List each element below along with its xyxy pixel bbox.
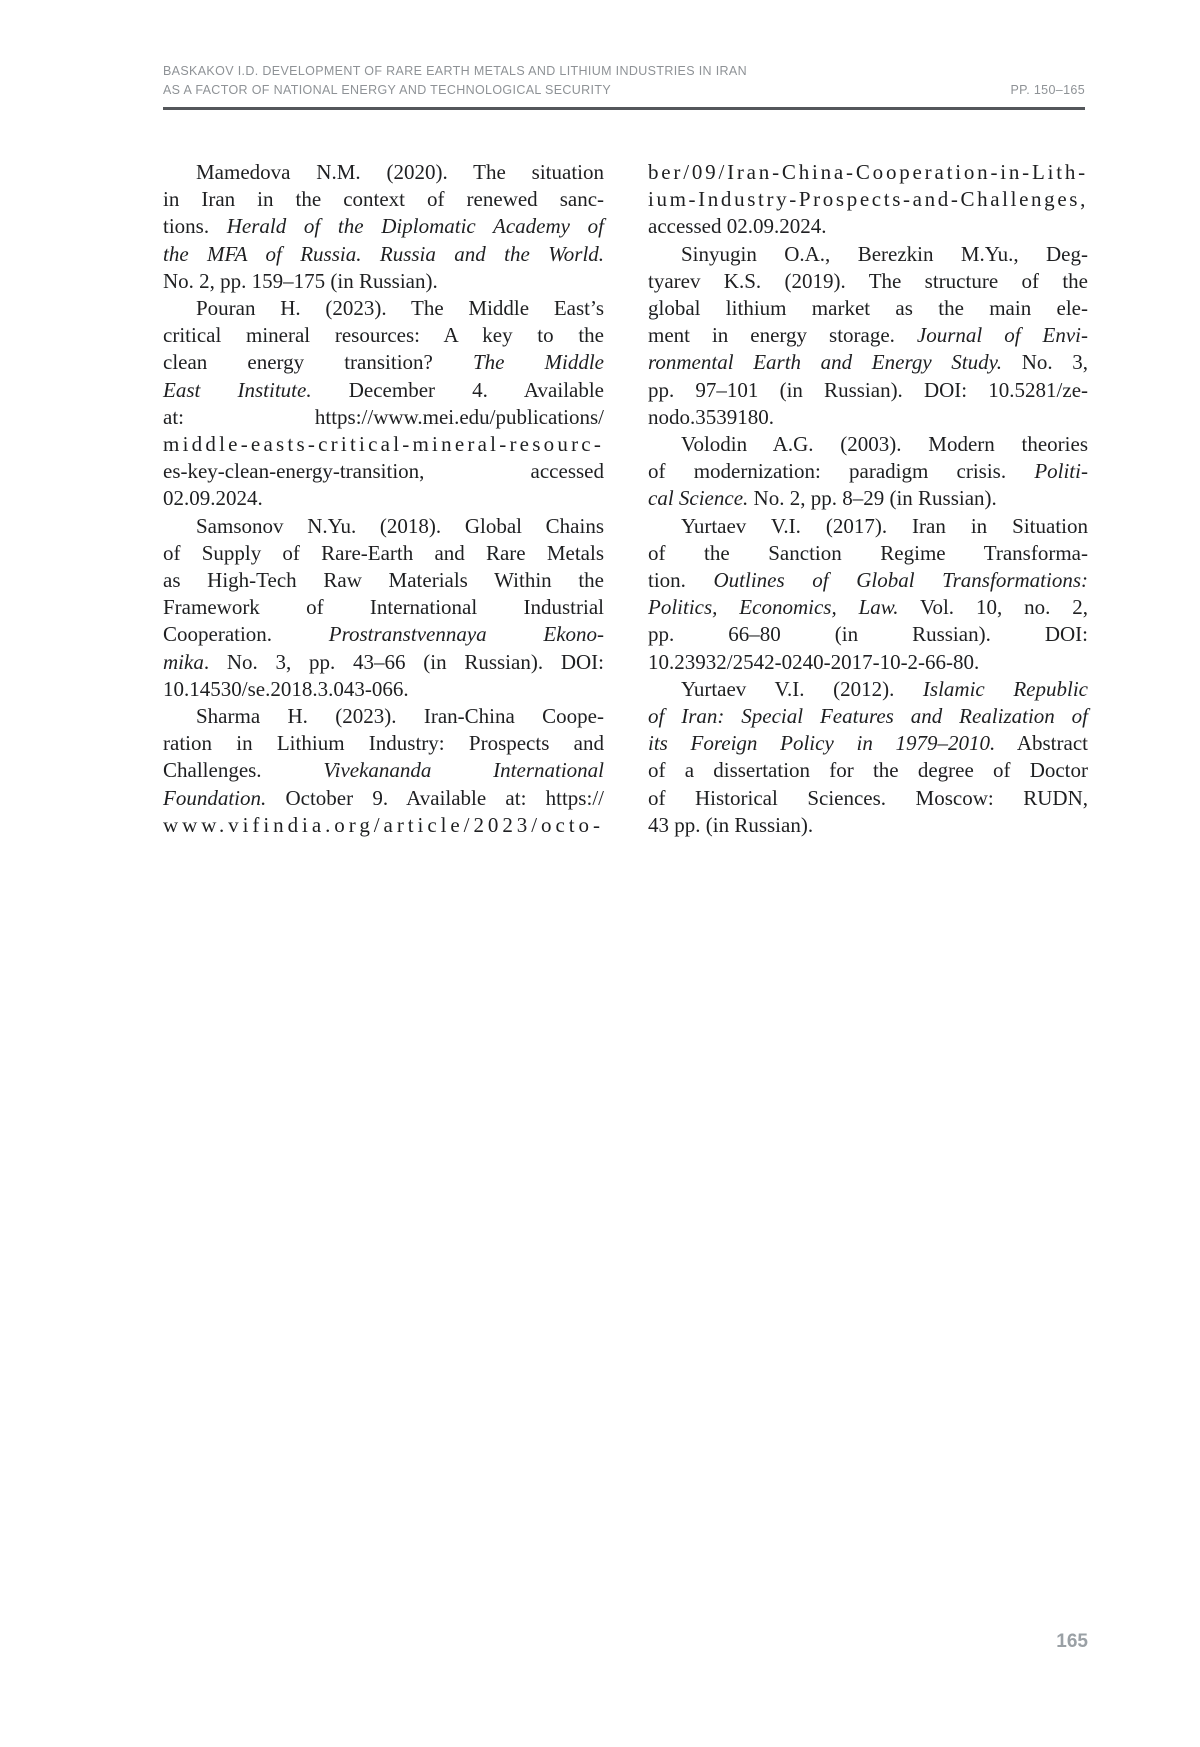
reference-text: No. 2, pp. 8–29 (in Russian).: [748, 486, 997, 511]
reference-line: [163, 431, 604, 458]
reference-text: pp. 97–101 (in Russian). DOI: 10.5281/ze-: [648, 377, 1089, 402]
references-column-right: [648, 159, 1088, 839]
reference-line: [648, 730, 1088, 757]
reference-text: accessed 02.09.2024.: [648, 214, 827, 239]
references-column-left: [163, 159, 604, 839]
reference-line: [648, 513, 1088, 540]
reference-text-italic: Foundation.: [163, 785, 267, 810]
reference-text: No. 2, pp. 159–175 (in Russian).: [163, 268, 438, 293]
reference-text: clean energy transition?: [163, 350, 473, 375]
reference-line: [163, 186, 604, 213]
reference-text: ration in Lithium Industry: Prospects and: [163, 731, 604, 756]
reference-line: [648, 621, 1088, 648]
reference-line: [163, 757, 604, 784]
reference-text: tyarev K.S. (2019). The structure of the: [648, 268, 1088, 293]
reference-text: October 9. Available at: https://: [266, 785, 604, 810]
reference-line: [163, 621, 604, 648]
reference-line: [163, 485, 604, 512]
reference-text: Yurtaev V.I. (2012).: [681, 676, 923, 701]
reference-line: [648, 213, 1088, 240]
reference-text-italic: its Foreign Policy in 1979–2010.: [648, 731, 996, 756]
reference-text: Cooperation.: [163, 622, 329, 647]
reference-text-italic: Vivekananda International: [323, 758, 605, 783]
reference-text: Mamedova N.M. (2020). The situation: [196, 160, 605, 184]
reference-text: 02.09.2024.: [163, 486, 263, 511]
reference-text-italic: cal Science.: [648, 486, 749, 511]
reference-text: as High-Tech Raw Materials Within the: [163, 568, 604, 593]
reference-text: critical mineral resources: A key to the: [163, 323, 604, 348]
reference-line: [163, 513, 604, 540]
reference-text-italic: The Middle: [472, 350, 605, 375]
reference-text: of the Sanction Regime Transforma-: [648, 540, 1088, 565]
reference-text: Abstract: [995, 731, 1088, 756]
reference-text-italic: ronmental Earth and Energy Study.: [648, 350, 1003, 375]
reference-text-italic: Islamic Republic: [922, 676, 1088, 701]
reference-text-italic: East Institute.: [163, 377, 312, 402]
reference-text-italic: Politics, Economics, Law.: [648, 595, 899, 620]
reference-line: [163, 159, 604, 186]
reference-text-italic: Journal of Envi-: [916, 323, 1089, 348]
reference-text: nodo.3539180.: [648, 404, 774, 429]
reference-line: [163, 676, 604, 703]
reference-line: [163, 785, 604, 812]
reference-line: [163, 349, 604, 376]
page-number: 165: [1056, 1631, 1088, 1652]
reference-text: Challenges.: [163, 758, 324, 783]
reference-line: [648, 785, 1088, 812]
reference-line: [163, 540, 604, 567]
reference-line: [648, 812, 1088, 839]
reference-line: [648, 377, 1088, 404]
reference-line: [648, 322, 1088, 349]
running-header: [163, 62, 1085, 100]
reference-line: [163, 322, 604, 349]
reference-line: [163, 241, 604, 268]
reference-line: [648, 703, 1088, 730]
reference-line: [648, 757, 1088, 784]
reference-text: of a dissertation for the degree of Doctor: [648, 758, 1089, 783]
reference-line: [163, 377, 604, 404]
reference-line: [648, 649, 1088, 676]
reference-text: Samsonov N.Yu. (2018). Global Chains: [196, 513, 604, 538]
reference-text: tions.: [163, 214, 227, 239]
header-rule: [163, 107, 1085, 110]
reference-text: of Historical Sciences. Moscow: RUDN,: [648, 785, 1088, 810]
reference-text: Framework of International Industrial: [163, 595, 604, 620]
running-header-line1: BASKAKOV I.D. DEVELOPMENT OF RARE EARTH METALS AND LITHIUM INDUSTRIES IN IRAN: [163, 64, 747, 78]
reference-text: at: https://www.mei.edu/publications/: [163, 404, 604, 429]
reference-line: [648, 349, 1088, 376]
reference-text: pp. 66–80 (in Russian). DOI:: [648, 622, 1088, 647]
reference-line: [648, 676, 1088, 703]
reference-line: [648, 241, 1088, 268]
reference-text: Sinyugin O.A., Berezkin M.Yu., Deg-: [681, 241, 1088, 266]
reference-line: [163, 404, 604, 431]
reference-text-italic: the MFA of Russia. Russia and the World.: [163, 241, 605, 266]
reference-text: Pouran H. (2023). The Middle East’s: [196, 296, 604, 321]
reference-text: Sharma H. (2023). Iran-China Coope-: [196, 704, 604, 729]
reference-text-italic: of Iran: Special Features and Realization of: [648, 704, 1089, 729]
reference-text: ber/09/Iran-China-Cooperation-in-Lith-: [648, 160, 1088, 184]
header-page-range: PP. 150–165: [1010, 83, 1085, 97]
reference-line: [163, 730, 604, 757]
reference-line: [163, 812, 604, 839]
reference-line: [163, 703, 604, 730]
reference-text: 10.14530/se.2018.3.043-066.: [163, 676, 409, 701]
reference-line: [648, 159, 1088, 186]
reference-line: [163, 213, 604, 240]
reference-text-italic: mika: [163, 649, 204, 674]
reference-text: in Iran in the context of renewed sanc-: [163, 187, 605, 212]
reference-line: [648, 594, 1088, 621]
reference-text-italic: Herald of the Diplomatic Academy of: [226, 214, 604, 239]
reference-line: [648, 540, 1088, 567]
reference-text: es-key-clean-energy-transition, accessed: [163, 459, 604, 484]
reference-text: of modernization: paradigm crisis.: [648, 459, 1035, 484]
reference-text: No. 3,: [1002, 350, 1089, 375]
reference-text: 43 pp. (in Russian).: [648, 812, 814, 837]
reference-text-italic: Prostranstvennaya Ekono-: [328, 622, 605, 647]
running-header-line2: AS A FACTOR OF NATIONAL ENERGY AND TECHNOLOGICAL SECURITY: [163, 83, 612, 97]
reference-text: . No. 3, pp. 43–66 (in Russian). DOI:: [203, 649, 604, 674]
reference-line: [163, 458, 604, 485]
reference-text-italic: Outlines of Global Transformations:: [713, 568, 1088, 593]
reference-line: [648, 295, 1088, 322]
reference-text: tion.: [648, 568, 714, 593]
reference-text: Volodin A.G. (2003). Modern theories: [681, 432, 1088, 457]
reference-line: [648, 458, 1088, 485]
reference-text: 10.23932/2542-0240-2017-10-2-66-80.: [648, 649, 980, 674]
reference-line: [648, 268, 1088, 295]
reference-line: [648, 485, 1088, 512]
reference-line: [163, 649, 604, 676]
reference-line: [648, 404, 1088, 431]
reference-line: [163, 295, 604, 322]
reference-text: www.vifindia.org/article/2023/octo-: [163, 812, 604, 837]
reference-text: Yurtaev V.I. (2017). Iran in Situation: [681, 513, 1088, 538]
reference-line: [648, 567, 1088, 594]
reference-text: ment in energy storage.: [648, 323, 917, 348]
reference-line: [163, 268, 604, 295]
reference-text: global lithium market as the main ele-: [648, 296, 1088, 321]
reference-text: Vol. 10, no. 2,: [898, 595, 1088, 620]
reference-text: middle-easts-critical-mineral-resourc-: [163, 432, 605, 457]
reference-line: [648, 431, 1088, 458]
reference-text: of Supply of Rare-Earth and Rare Metals: [163, 540, 604, 565]
reference-line: [648, 186, 1088, 213]
reference-text-italic: Politi-: [1034, 459, 1088, 484]
reference-line: [163, 594, 604, 621]
reference-line: [163, 567, 604, 594]
reference-text: ium-Industry-Prospects-and-Challenges,: [648, 187, 1088, 212]
reference-text: December 4. Available: [311, 377, 604, 402]
